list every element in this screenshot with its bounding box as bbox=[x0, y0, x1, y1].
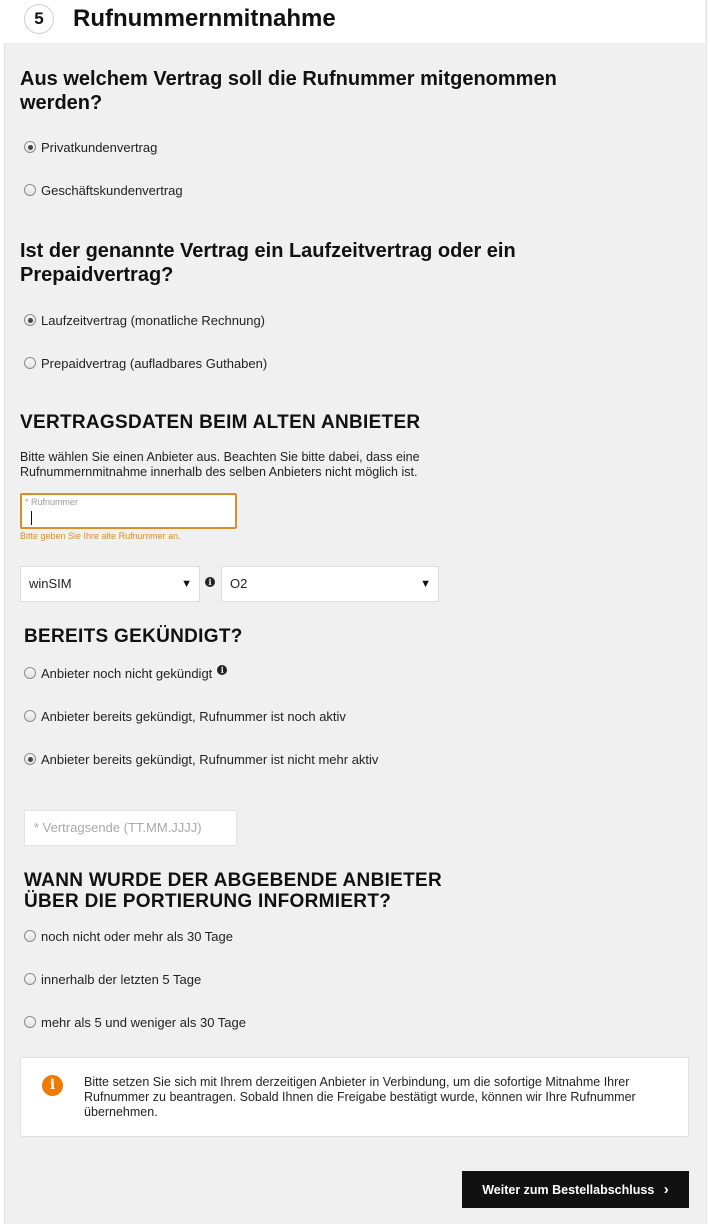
radio-button[interactable] bbox=[24, 753, 36, 765]
radio-label: Privatkundenvertrag bbox=[41, 139, 158, 155]
radio-button[interactable] bbox=[24, 973, 36, 985]
step-header bbox=[4, 0, 705, 43]
radio-button[interactable] bbox=[24, 357, 36, 369]
radio-not-cancelled[interactable] bbox=[24, 664, 227, 682]
radio-label: Laufzeitvertrag (monatliche Rechnung) bbox=[41, 312, 266, 328]
phone-number-error: Bitte geben Sie Ihre alte Rufnummer an. bbox=[20, 531, 181, 541]
old-provider-description: Bitte wählen Sie einen Anbieter aus. Beachten Sie bitte dabei, dass eine Rufnummernmitnahme innerhalb des selben Anbieters nicht möglich ist. bbox=[20, 450, 420, 479]
notice-text: Bitte setzen Sie sich mit Ihrem derzeitigen Anbieter in Verbindung, um die sofortige Mitnahme Ihrer Rufnummer zu beantragen. Sobald Ihnen die Freigabe bestätigt wurde, können wir Ihre Rufnummer übernehmen. bbox=[84, 1075, 636, 1119]
radio-postpaid[interactable] bbox=[24, 311, 265, 329]
old-provider-heading: VERTRAGSDATEN BEIM ALTEN ANBIETER bbox=[20, 412, 421, 433]
continue-to-checkout-button[interactable] bbox=[462, 1171, 689, 1208]
radio-label: mehr als 5 und weniger als 30 Tage bbox=[41, 1014, 246, 1030]
radio-button[interactable] bbox=[24, 141, 36, 153]
page-title: Rufnummernmitnahme bbox=[73, 5, 336, 32]
info-icon[interactable]: i bbox=[205, 577, 215, 587]
radio-button[interactable] bbox=[24, 710, 36, 722]
radio-cancelled-active[interactable] bbox=[24, 707, 346, 725]
radio-prepaid[interactable] bbox=[24, 354, 267, 372]
phone-number-field[interactable] bbox=[20, 493, 237, 529]
network-select[interactable] bbox=[221, 566, 439, 602]
chevron-right-icon: › bbox=[663, 1181, 669, 1198]
radio-business-contract[interactable] bbox=[24, 181, 183, 199]
radio-label: Anbieter noch nicht gekündigt bbox=[41, 665, 213, 681]
radio-label: Anbieter bereits gekündigt, Rufnummer ist noch aktiv bbox=[41, 708, 346, 724]
step-number-badge: 5 bbox=[24, 4, 54, 34]
info-icon[interactable]: i bbox=[217, 665, 227, 675]
radio-notified-over-30[interactable] bbox=[24, 927, 233, 945]
radio-label: innerhalb der letzten 5 Tage bbox=[41, 971, 202, 987]
radio-private-contract[interactable] bbox=[24, 138, 157, 156]
radio-notified-5-to-30[interactable] bbox=[24, 1013, 246, 1031]
contract-end-input[interactable] bbox=[24, 810, 237, 846]
radio-label: Geschäftskundenvertrag bbox=[41, 182, 183, 198]
radio-label: noch nicht oder mehr als 30 Tage bbox=[41, 928, 233, 944]
phone-number-label: * Rufnummer bbox=[25, 497, 79, 507]
info-icon: i bbox=[42, 1075, 63, 1096]
radio-label: Prepaidvertrag (aufladbares Guthaben) bbox=[41, 355, 268, 371]
radio-button[interactable] bbox=[24, 1016, 36, 1028]
info-notice bbox=[20, 1057, 689, 1137]
button-label: Weiter zum Bestellabschluss bbox=[482, 1183, 655, 1197]
text-cursor bbox=[31, 511, 32, 525]
radio-button[interactable] bbox=[24, 930, 36, 942]
radio-button[interactable] bbox=[24, 314, 36, 326]
notification-heading bbox=[24, 870, 442, 912]
radio-button[interactable] bbox=[24, 667, 36, 679]
radio-button[interactable] bbox=[24, 184, 36, 196]
notification-heading-line2: ÜBER DIE PORTIERUNG INFORMIERT? bbox=[24, 891, 392, 912]
cancellation-heading: BEREITS GEKÜNDIGT? bbox=[24, 626, 243, 647]
notification-heading-line1: WANN WURDE DER ABGEBENDE ANBIETER bbox=[24, 870, 443, 891]
provider-select-value: winSIM bbox=[29, 576, 72, 591]
contract-end-placeholder: * Vertragsende (TT.MM.JJJJ) bbox=[34, 820, 202, 835]
network-select-value: O2 bbox=[230, 576, 248, 591]
dropdown-arrow-icon: ▼ bbox=[181, 578, 192, 590]
contract-type-question: Aus welchem Vertrag soll die Rufnummer mitgenommen werden? bbox=[20, 68, 557, 114]
radio-label: Anbieter bereits gekündigt, Rufnummer ist nicht mehr aktiv bbox=[41, 751, 379, 767]
dropdown-arrow-icon: ▼ bbox=[420, 578, 431, 590]
radio-cancelled-inactive[interactable] bbox=[24, 750, 378, 768]
radio-notified-last-5[interactable] bbox=[24, 970, 201, 988]
provider-select[interactable] bbox=[20, 566, 200, 602]
payment-type-question: Ist der genannte Vertrag ein Laufzeitvertrag oder ein Prepaidvertrag? bbox=[20, 240, 516, 286]
